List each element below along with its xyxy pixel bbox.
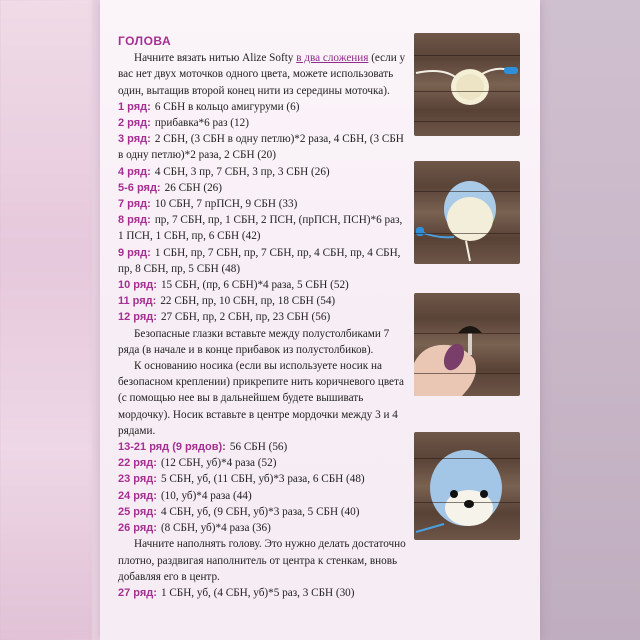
row-text: 26 СБН (26) bbox=[164, 181, 222, 194]
wood-seam bbox=[414, 121, 520, 122]
row-label: 9 ряд: bbox=[118, 246, 151, 259]
row-label: 25 ряд: bbox=[118, 505, 157, 518]
row-label: 22 ряд: bbox=[118, 457, 157, 470]
row-label: 5-6 ряд: bbox=[118, 181, 161, 194]
intro-link[interactable]: в два сложения bbox=[296, 52, 369, 65]
wood-seam bbox=[414, 91, 520, 92]
pattern-row bbox=[118, 293, 408, 309]
stuffing-paragraph: Начните наполнять голову. Это нужно делать достаточно плотно, раздвигая наполнитель от центра к стенкам, вновь добавляя его в центр. bbox=[118, 538, 406, 583]
pattern-row bbox=[118, 245, 408, 277]
row-label: 3 ряд: bbox=[118, 133, 151, 146]
nose-paragraph: К основанию носика (если вы используете носик на безопасном креплении) прикрепите нить коричневого цвета (с помощью нее вы в дальнейшем будете вышивать мордочку). Носик вставьте в центре мордочки между 3 и 4 рядами. bbox=[118, 360, 405, 437]
pattern-row bbox=[118, 196, 408, 212]
pattern-row bbox=[118, 131, 408, 163]
row-label: 23 ряд: bbox=[118, 473, 157, 486]
row-label: 4 ряд: bbox=[118, 165, 151, 178]
pattern-row bbox=[118, 585, 408, 601]
wood-seam bbox=[414, 233, 520, 234]
pattern-row bbox=[118, 212, 408, 244]
wood-seam bbox=[414, 458, 520, 459]
row-text: (10, уб)*4 раза (44) bbox=[160, 489, 252, 502]
row-text: 4 СБН, уб, (9 СБН, уб)*3 раза, 5 СБН (40) bbox=[160, 505, 360, 518]
pattern-row bbox=[118, 277, 408, 293]
intro-text-2: (если у вас нет двух моточков одного цвета, можете использовать один, вытащив второй конец нити из середины моточка). bbox=[118, 52, 406, 97]
row-label: 7 ряд: bbox=[118, 198, 151, 211]
wood-seam bbox=[414, 191, 520, 192]
finished-head-illustration bbox=[414, 432, 520, 540]
row-label: 1 ряд: bbox=[118, 100, 151, 113]
row-label: 13-21 ряд (9 рядов): bbox=[118, 441, 226, 454]
pattern-row bbox=[118, 471, 408, 487]
row-label: 8 ряд: bbox=[118, 214, 151, 227]
wood-seam bbox=[414, 333, 520, 334]
row-text: 6 СБН в кольцо амигуруми (6) bbox=[154, 100, 300, 113]
safety-eye-illustration bbox=[414, 293, 520, 396]
photo-safety-eye bbox=[414, 293, 520, 396]
pattern-row bbox=[118, 180, 408, 196]
pattern-row bbox=[118, 115, 408, 131]
intro-text-1: Начните вязать нитью Alize Softy bbox=[134, 52, 297, 65]
eyes-paragraph: Безопасные глазки вставьте между полустолбиками 7 ряда (в начале и в конце прибавок из полустолбиков). bbox=[118, 327, 390, 356]
intro-paragraph bbox=[118, 50, 408, 99]
row-text: 1 СБН, уб, (4 СБН, уб)*5 раз, 3 СБН (30) bbox=[160, 586, 355, 599]
row-text: прибавка*6 раз (12) bbox=[154, 117, 249, 130]
pattern-row bbox=[118, 309, 408, 325]
row-label: 12 ряд: bbox=[118, 311, 157, 324]
row-label: 10 ряд: bbox=[118, 279, 157, 292]
row-text: 1 СБН, пр, 7 СБН, пр, 7 СБН, пр, 4 СБН, пр, 4 СБН, пр, 8 СБН, пр, 5 СБН (48) bbox=[118, 246, 401, 275]
pattern-row bbox=[118, 488, 408, 504]
section-title: ГОЛОВА bbox=[118, 34, 172, 48]
row-text: пр, 7 СБН, пр, 1 СБН, 2 ПСН, (прПСН, ПСН)*6 раз, 1 ПСН, 1 СБН, пр, 6 СБН (42) bbox=[118, 214, 403, 243]
row-text: 15 СБН, (пр, 6 СБН)*4 раза, 5 СБН (52) bbox=[160, 279, 349, 292]
row-label: 24 ряд: bbox=[118, 489, 157, 502]
photo-head-start bbox=[414, 161, 520, 264]
pattern-row bbox=[118, 164, 408, 180]
row-text: 22 СБН, пр, 10 СБН, пр, 18 СБН (54) bbox=[160, 295, 336, 308]
row-text: 5 СБН, уб, (11 СБН, уб)*3 раза, 6 СБН (48) bbox=[160, 473, 365, 486]
row-text: 4 СБН, 3 пр, 7 СБН, 3 пр, 3 СБН (26) bbox=[154, 165, 330, 178]
row-text: 56 СБН (56) bbox=[229, 441, 288, 454]
row-label: 11 ряд: bbox=[118, 295, 157, 308]
row-text: (12 СБН, уб)*4 раза (52) bbox=[160, 457, 277, 470]
row-text: (8 СБН, уб)*4 раза (36) bbox=[160, 522, 271, 535]
head-cup-illustration bbox=[414, 161, 520, 264]
background-right bbox=[540, 0, 640, 640]
wood-seam bbox=[414, 373, 520, 374]
photo-magic-ring bbox=[414, 33, 520, 136]
pattern-row bbox=[118, 99, 408, 115]
pattern-row bbox=[118, 520, 408, 536]
photo-finished-head bbox=[414, 432, 520, 540]
row-text: 27 СБН, пр, 2 СБН, пр, 23 СБН (56) bbox=[160, 311, 331, 324]
wood-seam bbox=[414, 502, 520, 503]
background-left bbox=[0, 0, 92, 640]
pattern-row bbox=[118, 439, 408, 455]
pattern-row bbox=[118, 455, 408, 471]
pattern-page bbox=[100, 0, 540, 640]
row-label: 26 ряд: bbox=[118, 522, 157, 535]
row-label: 27 ряд: bbox=[118, 586, 157, 599]
row-text: 2 СБН, (3 СБН в одну петлю)*2 раза, 4 СБН, (3 СБН в одну петлю)*2 раза, 2 СБН (20) bbox=[118, 133, 404, 162]
pattern-text bbox=[118, 33, 408, 601]
row-text: 10 СБН, 7 прПСН, 9 СБН (33) bbox=[154, 198, 298, 211]
pattern-row bbox=[118, 504, 408, 520]
row-label: 2 ряд: bbox=[118, 117, 151, 130]
wood-seam bbox=[414, 55, 520, 56]
